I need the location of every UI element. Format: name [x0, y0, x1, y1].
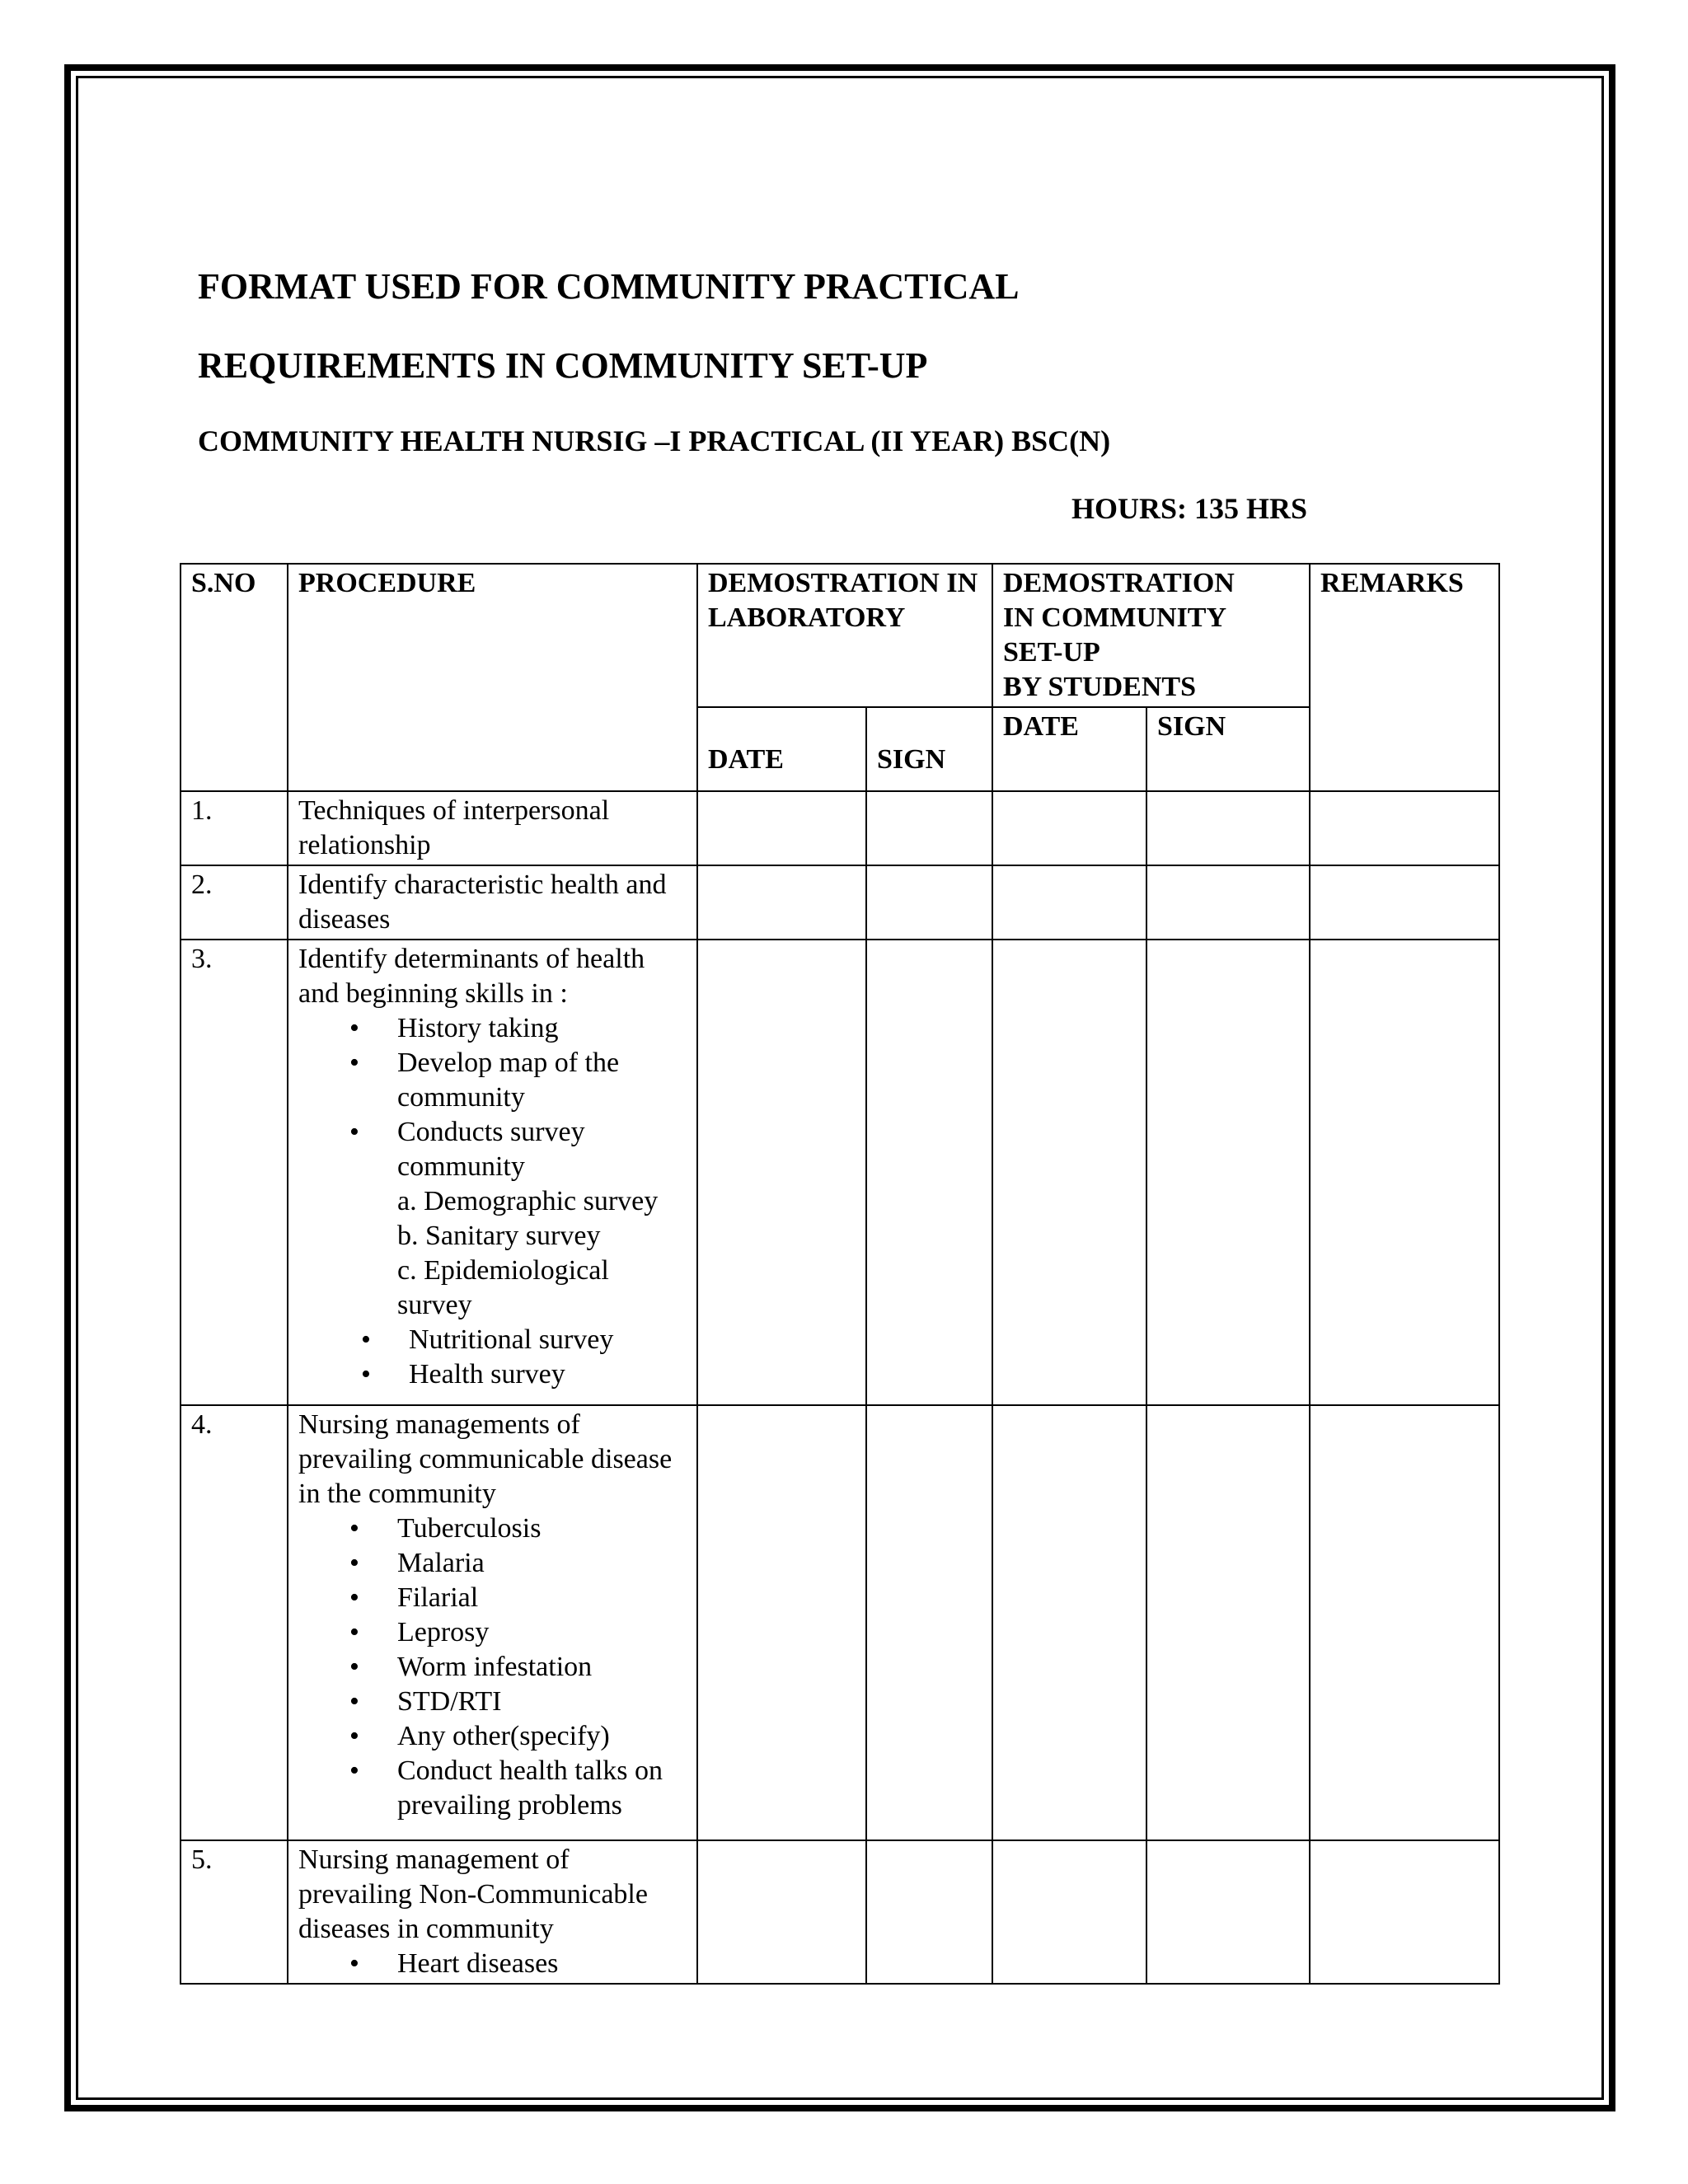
- lab-date-cell[interactable]: [697, 1405, 866, 1840]
- table-row: [181, 791, 1499, 865]
- row-sno: 1.: [181, 791, 288, 865]
- survey-subitem: a. Demographic survey: [397, 1186, 659, 1216]
- community-date-cell[interactable]: [992, 1840, 1146, 1984]
- community-date-cell[interactable]: [992, 1405, 1146, 1840]
- hours-label: HOURS: 135 HRS: [1071, 492, 1308, 525]
- list-item: • Any other(specify): [397, 1719, 687, 1754]
- lab-sign-cell[interactable]: [866, 1405, 992, 1840]
- survey-subitem: c. Epidemiological survey: [397, 1255, 609, 1320]
- header-row-top: [181, 564, 1499, 707]
- list-item: • Conduct health talks on prevailing problems: [397, 1754, 687, 1823]
- header-demo-laboratory: DEMOSTRATION IN LABORATORY: [697, 564, 992, 707]
- community-sign-cell[interactable]: [1146, 1840, 1310, 1984]
- remarks-cell[interactable]: [1310, 865, 1499, 940]
- header-remarks: REMARKS: [1310, 564, 1499, 791]
- header-lab-sign: SIGN: [866, 707, 992, 791]
- procedure-title: Nursing management of prevailing Non-Communicable diseases in community: [298, 1844, 648, 1944]
- row-sno: 3.: [181, 940, 288, 1405]
- lab-date-cell[interactable]: [697, 1840, 866, 1984]
- community-sign-cell[interactable]: [1146, 791, 1310, 865]
- table-row: [181, 1405, 1499, 1840]
- row-procedure: [288, 1405, 697, 1840]
- row-sno: 2.: [181, 865, 288, 940]
- document-title-line2: REQUIREMENTS IN COMMUNITY SET-UP: [198, 345, 928, 386]
- row-sno: 4.: [181, 1405, 288, 1840]
- header-demo-community-line3: SET-UP: [1003, 637, 1100, 668]
- procedure-title: Identify determinants of health and beginning skills in :: [298, 944, 645, 1009]
- list-item: • Worm infestation: [397, 1650, 687, 1685]
- procedure-list: [298, 1323, 687, 1392]
- community-sign-cell[interactable]: [1146, 1405, 1310, 1840]
- row-procedure: Identify characteristic health and diseases: [288, 865, 697, 940]
- lab-sign-cell[interactable]: [866, 791, 992, 865]
- lab-date-cell[interactable]: [697, 940, 866, 1405]
- lab-sign-cell[interactable]: [866, 1840, 992, 1984]
- header-procedure: PROCEDURE: [288, 564, 697, 791]
- lab-sign-cell[interactable]: [866, 940, 992, 1405]
- procedure-title: Nursing managements of prevailing communicable disease in the community: [298, 1409, 673, 1509]
- remarks-cell[interactable]: [1310, 1840, 1499, 1984]
- list-item: • Tuberculosis: [397, 1511, 687, 1546]
- header-demo-community: [992, 564, 1310, 707]
- lab-date-cell[interactable]: [697, 791, 866, 865]
- list-item: • Heart diseases: [397, 1947, 687, 1981]
- community-sign-cell[interactable]: [1146, 940, 1310, 1405]
- list-item: • History taking: [397, 1011, 687, 1046]
- list-item: • Malaria: [397, 1546, 687, 1581]
- table-row: [181, 865, 1499, 940]
- procedure-list: [298, 1947, 687, 1981]
- row-sno: 5.: [181, 1840, 288, 1984]
- procedure-list: [298, 1511, 687, 1823]
- list-item: • Nutritional survey: [397, 1323, 687, 1357]
- community-date-cell[interactable]: [992, 940, 1146, 1405]
- community-date-cell[interactable]: [992, 865, 1146, 940]
- community-sign-cell[interactable]: [1146, 865, 1310, 940]
- lab-date-cell[interactable]: [697, 865, 866, 940]
- remarks-cell[interactable]: [1310, 791, 1499, 865]
- lab-sign-cell[interactable]: [866, 865, 992, 940]
- row-procedure: [288, 940, 697, 1405]
- table-row: [181, 1840, 1499, 1984]
- row-procedure: Techniques of interpersonal relationship: [288, 791, 697, 865]
- list-item: • Filarial: [397, 1581, 687, 1615]
- header-comm-sign: SIGN: [1146, 707, 1310, 791]
- header-demo-community-line4: BY STUDENTS: [1003, 672, 1196, 702]
- row-procedure: [288, 1840, 697, 1984]
- remarks-cell[interactable]: [1310, 1405, 1499, 1840]
- document-subtitle: COMMUNITY HEALTH NURSIG –I PRACTICAL (II YEAR) BSC(N): [198, 424, 1111, 457]
- list-item: • Leprosy: [397, 1615, 687, 1650]
- procedure-list: [298, 1011, 687, 1184]
- community-date-cell[interactable]: [992, 791, 1146, 865]
- requirements-table: [180, 563, 1500, 1985]
- document-title-line1: FORMAT USED FOR COMMUNITY PRACTICAL: [198, 266, 1020, 307]
- header-demo-community-line1: DEMOSTRATION: [1003, 568, 1235, 598]
- list-item: • Develop map of the community: [397, 1046, 687, 1115]
- list-item: • Health survey: [397, 1357, 687, 1392]
- table-row: [181, 940, 1499, 1405]
- header-lab-date: DATE: [697, 707, 866, 791]
- list-item: • STD/RTI: [397, 1685, 687, 1719]
- list-item: • Conducts survey community: [397, 1115, 687, 1184]
- header-demo-community-line2: IN COMMUNITY: [1003, 602, 1227, 633]
- header-comm-date: DATE: [992, 707, 1146, 791]
- header-sno: S.NO: [181, 564, 288, 791]
- remarks-cell[interactable]: [1310, 940, 1499, 1405]
- survey-subitem: b. Sanitary survey: [397, 1221, 601, 1251]
